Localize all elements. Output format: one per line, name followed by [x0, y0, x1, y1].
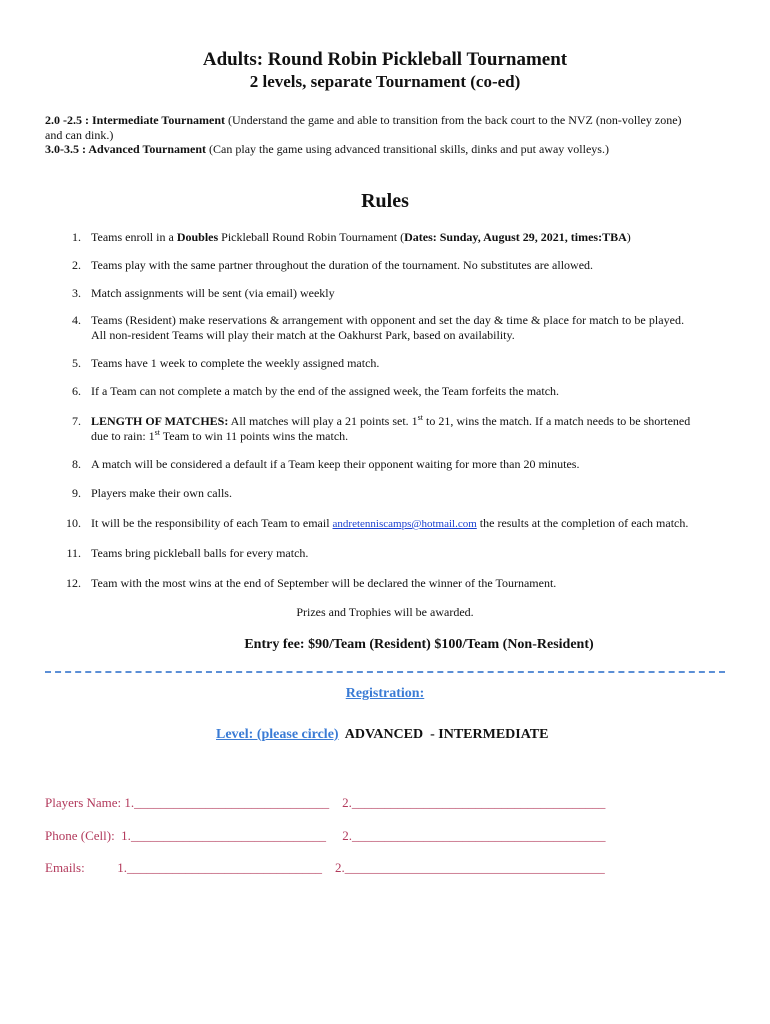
rule-number: 4. [72, 313, 81, 327]
prizes-text: Prizes and Trophies will be awarded. [296, 605, 474, 619]
player2-email-label: 2. [321, 860, 345, 875]
rule-text [91, 230, 729, 245]
rule-number: 3. [72, 286, 81, 300]
rule-text-part: All matches will play a 21 points set. 1 [228, 414, 418, 428]
level-selection [216, 727, 548, 743]
rule-number: 6. [72, 384, 81, 398]
rule-number: 2. [72, 258, 81, 272]
rule-text: Players make their own calls. [91, 486, 232, 500]
level-options[interactable]: ADVANCED - INTERMEDIATE [338, 727, 549, 742]
level-intermediate-desc-cont: and can dink.) [45, 127, 114, 142]
emails-row [45, 860, 605, 876]
rule-number: 8. [72, 457, 81, 471]
player2-label: 2. [329, 795, 352, 810]
rule-text-part: the results at the completion of each match. [476, 516, 689, 530]
rule-heading-bold: LENGTH OF MATCHES: [91, 414, 229, 428]
registration-heading: Registration: [345, 686, 425, 701]
rule-text: Teams bring pickleball balls for every match. [91, 546, 309, 560]
rule-number: 10. [66, 516, 81, 530]
rule-number: 5. [72, 356, 81, 370]
rule-number: 9. [72, 486, 81, 500]
phone-label: Phone (Cell): 1. [45, 828, 131, 843]
player1-name-field[interactable]: ______________________________ [134, 795, 330, 810]
rule-text: A match will be considered a default if a Team keep their opponent waiting for more than 20 minutes. [91, 457, 580, 471]
rule-text-part: due to rain: 1 [91, 428, 155, 443]
rule-text-line: All non-resident Teams will play their match at the Oakhurst Park, based on availability. [91, 327, 515, 342]
rule-number: 12. [66, 576, 81, 590]
rule-text [91, 313, 729, 342]
level-advanced [45, 142, 735, 157]
rule-text: Teams play with the same partner throughout the duration of the tournament. No substitutes are allowed. [91, 258, 594, 272]
level-advanced-range: 3.0-3.5 : Advanced Tournament [45, 142, 207, 156]
player2-phone-field[interactable]: _______________________________________ [351, 828, 606, 843]
rule-text-part: Pickleball Round Robin Tournament ( [218, 230, 405, 244]
rule-text-part: Team to win 11 points wins the match. [160, 428, 349, 443]
rule-text [91, 414, 729, 443]
rule-text-bold: Doubles [176, 230, 219, 244]
phone-row [45, 828, 605, 844]
rule-text-part: It will be the responsibility of each Team to email [91, 516, 333, 530]
page-title: Adults: Round Robin Pickleball Tournament [202, 49, 568, 70]
emails-label: Emails: 1. [45, 860, 127, 875]
players-name-label: Players Name: 1. [45, 795, 135, 810]
rule-text-part: to 21, wins the match. If a match needs to be shortened [423, 414, 691, 428]
rule-text [91, 516, 729, 532]
rule-text: Team with the most wins at the end of September will be declared the winner of the Tournament. [91, 576, 557, 590]
rule-text-line: Teams (Resident) make reservations & arrangement with opponent and set the day & time & place for match to be played. [91, 313, 685, 327]
player2-phone-label: 2. [325, 828, 352, 843]
rule-text: Match assignments will be sent (via email) weekly [91, 286, 335, 300]
player1-phone-field[interactable]: ______________________________ [130, 828, 326, 843]
ordinal-sup: st [154, 427, 160, 437]
entry-fee: Entry fee: $90/Team (Resident) $100/Team (Non-Resident) [244, 637, 594, 652]
rule-number: 7. [72, 414, 81, 428]
rule-text: Teams have 1 week to complete the weekly assigned match. [91, 356, 380, 370]
rule-dates: Dates: Sunday, August 29, 2021, times:TBA [404, 230, 627, 244]
level-advanced-desc: (Can play the game using advanced transitional skills, dinks and put away volleys.) [206, 142, 609, 156]
player1-email-field[interactable]: ______________________________ [126, 860, 322, 875]
players-name-row [45, 795, 605, 811]
player2-email-field[interactable]: ________________________________________ [344, 860, 605, 875]
rule-number: 11. [66, 546, 81, 560]
rule-number: 1. [72, 230, 81, 244]
rule-text-part: Teams enroll in a [91, 230, 177, 244]
levels-description [45, 113, 735, 157]
level-intermediate [45, 113, 735, 128]
player2-name-field[interactable]: _______________________________________ [351, 795, 606, 810]
cut-line-divider [45, 671, 725, 673]
level-intermediate-desc: (Understand the game and able to transition from the back court to the NVZ (non-volley zone) [225, 113, 682, 127]
rule-text-part: ) [626, 230, 631, 244]
page-subtitle: 2 levels, separate Tournament (co-ed) [249, 72, 521, 91]
level-label: Level: (please circle) [216, 727, 339, 742]
email-link[interactable]: andretenniscamps@hotmail.com [332, 518, 477, 530]
rules-heading: Rules [361, 190, 409, 212]
level-intermediate-range: 2.0 -2.5 : Intermediate Tournament [45, 113, 225, 127]
ordinal-sup: st [417, 413, 423, 422]
rule-text: If a Team can not complete a match by the end of the assigned week, the Team forfeits the match. [91, 384, 560, 398]
